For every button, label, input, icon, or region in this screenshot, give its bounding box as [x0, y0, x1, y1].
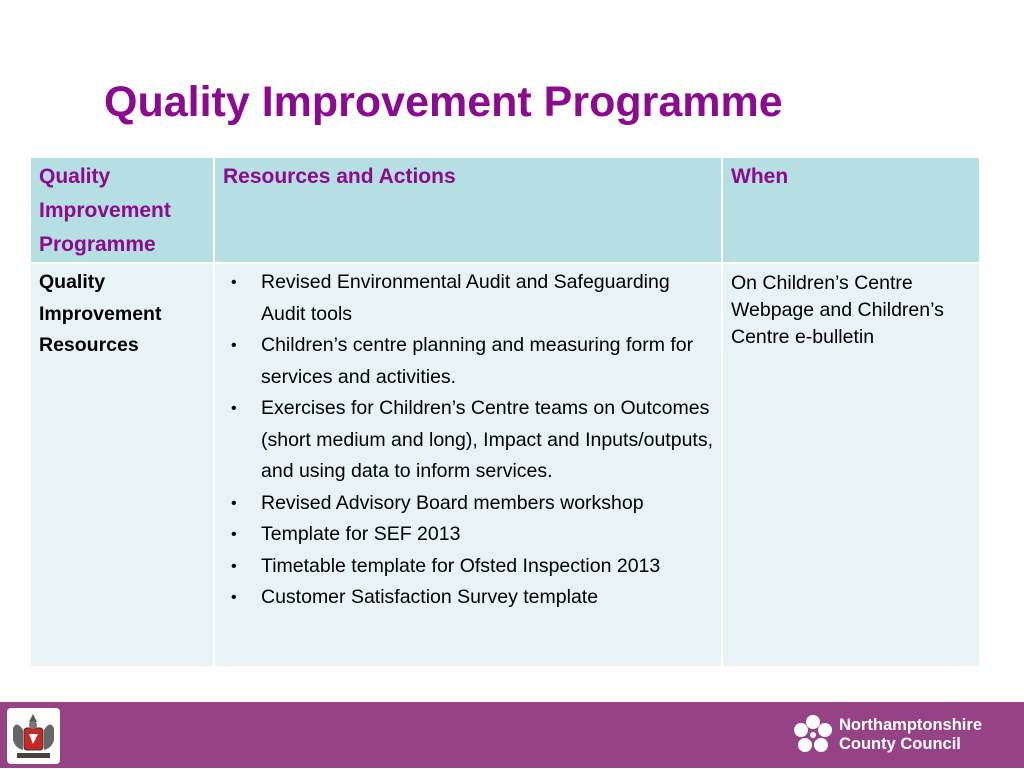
list-item: • Revised Environmental Audit and Safeguarding Audit tools: [223, 267, 713, 330]
page-title: Quality Improvement Programme: [104, 78, 783, 126]
column-header: Resources and Actions: [214, 157, 722, 263]
row-label: Quality Improvement Resources: [30, 263, 214, 667]
resource-list: [223, 267, 713, 614]
bullet-icon: •: [231, 274, 237, 291]
resources-cell: [214, 263, 722, 667]
council-logo: [793, 714, 982, 756]
bullet-icon: •: [231, 557, 237, 575]
table-header-row: [30, 157, 980, 263]
bullet-icon: •: [231, 589, 237, 606]
quality-programme-table: [29, 156, 981, 668]
column-header: Quality Improvement Programme: [30, 157, 214, 263]
list-item: • Revised Advisory Board members workshop: [223, 488, 713, 520]
list-item: • Timetable template for Ofsted Inspection 2013: [223, 551, 713, 583]
list-item: • Exercises for Children’s Centre teams on Outcomes (short medium and long), Impact and Inputs/outputs, and using data to inform services.: [223, 393, 713, 488]
when-cell: On Children’s Centre Webpage and Children’s Centre e-bulletin: [722, 263, 980, 667]
bullet-icon: •: [231, 526, 237, 543]
council-logo-text: Northamptonshire County Council: [838, 716, 982, 753]
rose-emblem-icon: [793, 715, 833, 755]
list-item: • Customer Satisfaction Survey template: [223, 582, 713, 614]
bullet-icon: •: [231, 337, 237, 354]
bullet-icon: •: [231, 494, 237, 512]
table-row: [30, 263, 980, 667]
coat-of-arms-icon: [7, 708, 60, 764]
footer-bar: [0, 702, 1024, 768]
list-item: • Template for SEF 2013: [223, 519, 713, 551]
bullet-icon: •: [231, 400, 237, 417]
column-header: When: [722, 157, 980, 263]
list-item: • Children’s centre planning and measuring form for services and activities.: [223, 330, 713, 393]
